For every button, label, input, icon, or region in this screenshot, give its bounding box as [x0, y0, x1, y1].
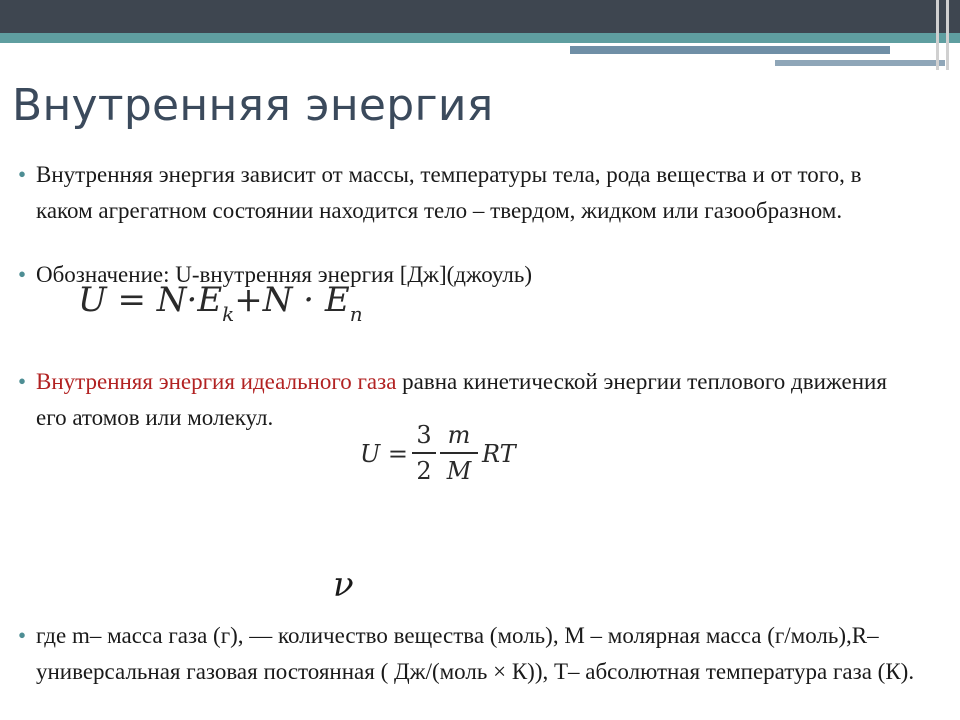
bullet-icon: •	[18, 623, 27, 648]
nu-symbol: ν	[333, 565, 354, 605]
formula-part: +N · E	[234, 280, 350, 320]
formula-subscript: k	[222, 302, 235, 326]
formula-internal-energy	[78, 280, 363, 326]
fraction-m-over-M	[440, 420, 478, 486]
bullet-item	[18, 157, 918, 229]
fraction-bar	[412, 452, 436, 454]
decor-line	[946, 0, 949, 70]
bullet-text: Внутренняя энергия зависит от массы, температуры тела, рода вещества и от того, в каком агрегатном состоянии находится тело – твердом, жидком или газообразном.	[36, 162, 862, 223]
formula-rhs: RT	[482, 440, 516, 468]
bullet-item	[18, 618, 918, 690]
numerator: 3	[416, 421, 432, 449]
decor-line	[936, 0, 939, 70]
fraction-three-halves	[412, 420, 436, 486]
formula-lhs: U =	[360, 440, 408, 468]
denominator: M	[446, 456, 472, 485]
numerator: m	[447, 421, 471, 449]
bullet-text: где m– масса газа (г), — количество вещества (моль), М – молярная масса (г/моль),R– универсальная газовая постоянная ( Дж/(моль × К)), Т– абсолютная температура газа (К).	[36, 623, 915, 684]
top-bar	[0, 0, 960, 33]
denominator: 2	[416, 456, 432, 485]
accent-bar-secondary	[775, 60, 945, 66]
fraction-bar	[440, 452, 478, 454]
formula-subscript: n	[349, 302, 363, 326]
formula-part: U = N·E	[78, 280, 223, 320]
accent-bar	[570, 46, 890, 54]
bullet-text: Обозначение: U-внутренняя энергия [Дж](джоуль)	[36, 262, 533, 287]
bullet-icon: •	[18, 369, 27, 394]
accent-strip	[0, 33, 960, 43]
bullet-text: равна кинетической энергии теплового движения его атомов или молекул.	[36, 369, 887, 430]
highlight-text: Внутренняя энергия идеального газа	[36, 369, 397, 394]
bullet-icon: •	[18, 262, 27, 287]
slide-title: Внутренняя энергия	[12, 80, 494, 131]
bullet-icon: •	[18, 162, 27, 187]
